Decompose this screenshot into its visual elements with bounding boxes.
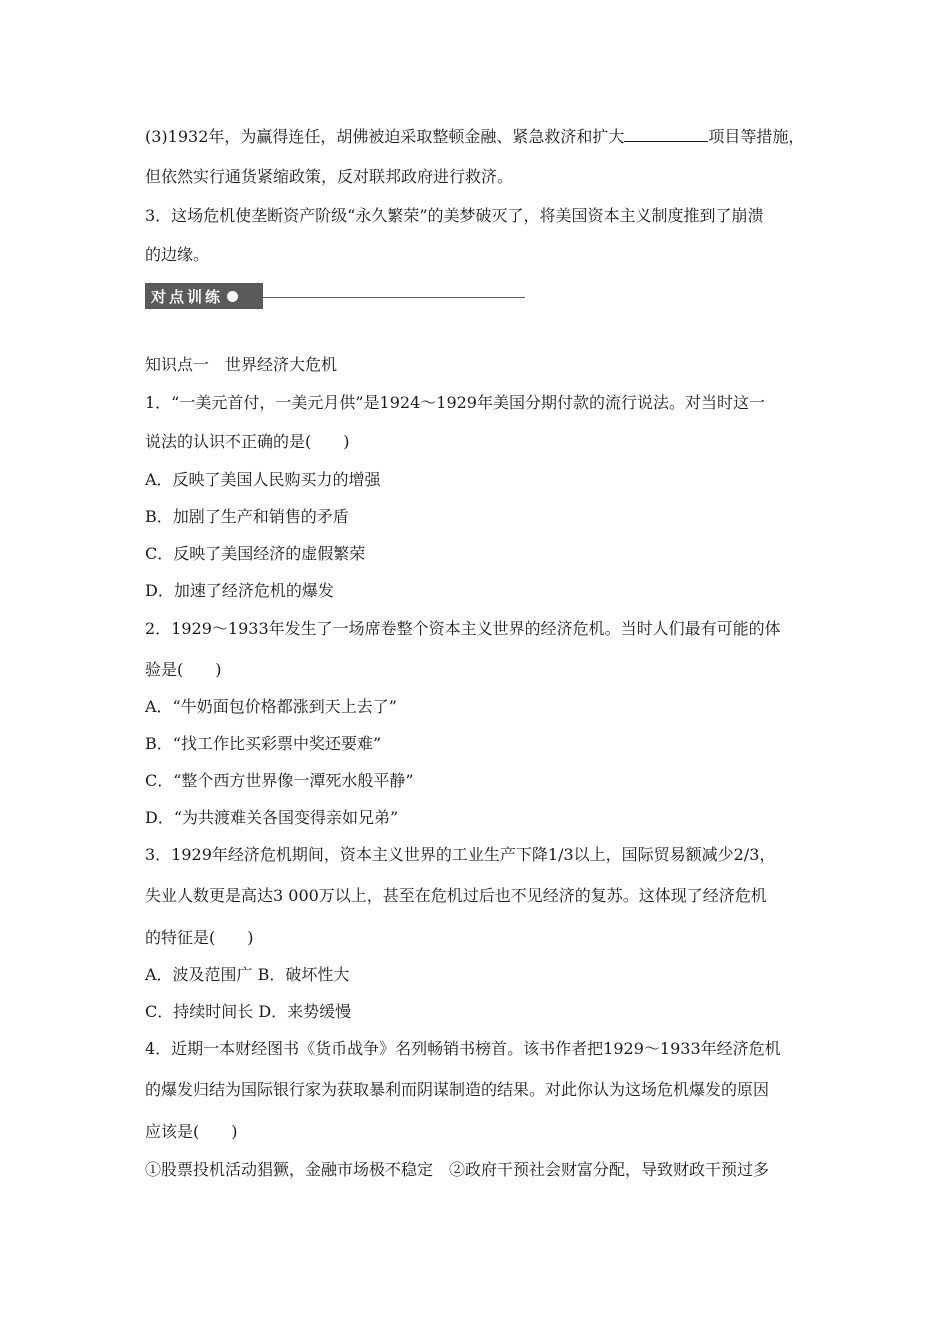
q2-option-a: A．“牛奶面包价格都涨到天上去了” [145,697,397,716]
section-banner-box [145,283,263,309]
q2-stem-line1: 2．1929～1933年发生了一场席卷整个资本主义世界的经济危机。当时人们最有可能的体 [145,619,781,638]
q1-stem-line1: 1．“一美元首付，一美元月供”是1924～1929年美国分期付款的流行说法。对当时这一 [145,393,765,412]
q1-option-b: B．加剧了生产和销售的矛盾 [145,507,349,526]
q3-stem-line3: 的特征是( ) [145,928,254,947]
q2-option-b: B．“找工作比买彩票中奖还要难” [145,734,382,753]
section-banner [145,283,525,309]
section-divider [263,297,525,298]
q2-option-d: D．“为共渡难关各国变得亲如兄弟” [145,808,399,827]
q2-stem-line2: 验是( ) [145,660,222,679]
q2-option-c: C．“整个西方世界像一潭死水般平静” [145,771,414,790]
intro-p3-line1 [145,127,804,147]
q1-option-c: C．反映了美国经济的虚假繁荣 [145,544,366,563]
q4-stem-line3: 应该是( ) [145,1122,238,1141]
intro-p3-text-a: (3)1932年，为赢得连任，胡佛被迫采取整顿金融、紧急救济和扩大 [145,127,625,146]
q1-stem-line2: 说法的认识不正确的是( ) [145,432,350,451]
knowledge-point-heading: 知识点一 世界经济大危机 [145,355,338,374]
q3-stem-line1: 3．1929年经济危机期间，资本主义世界的工业生产下降1/3以上，国际贸易额减少2/3， [145,845,776,864]
q1-option-a: A．反映了美国人民购买力的增强 [145,470,381,489]
intro-p3-line2: 但依然实行通货紧缩政策，反对联邦政府进行救济。 [145,167,514,186]
q1-option-d: D．加速了经济危机的爆发 [145,581,334,600]
q4-choice-line: ①股票投机活动猖獗，金融市场极不稳定 ②政府干预社会财富分配，导致财政干预过多 [145,1160,770,1179]
q4-stem-line1: 4．近期一本财经图书《货币战争》名列畅销书榜首。该书作者把1929～1933年经济危机 [145,1039,781,1058]
intro-p4-line2: 的边缘。 [145,245,210,264]
intro-p4-line1: 3．这场危机使垄断资产阶级“永久繁荣”的美梦破灭了，将美国资本主义制度推到了崩溃 [145,206,764,225]
q4-stem-line2: 的爆发归结为国际银行家为获取暴利而阴谋制造的结果。对此你认为这场危机爆发的原因 [145,1080,770,1099]
q3-option-cd: C．持续时间长 D．来势缓慢 [145,1002,352,1021]
section-banner-label: 对点训练 [151,287,224,306]
q3-option-ab: A．波及范围广 B．破坏性大 [145,965,350,984]
fill-in-blank [624,127,708,142]
bullet-dot-icon [227,291,238,302]
q3-stem-line2: 失业人数更是高达3 000万以上，甚至在危机过后也不见经济的复苏。这体现了经济危机 [145,886,767,905]
intro-p3-text-b: 项目等措施， [708,127,805,146]
